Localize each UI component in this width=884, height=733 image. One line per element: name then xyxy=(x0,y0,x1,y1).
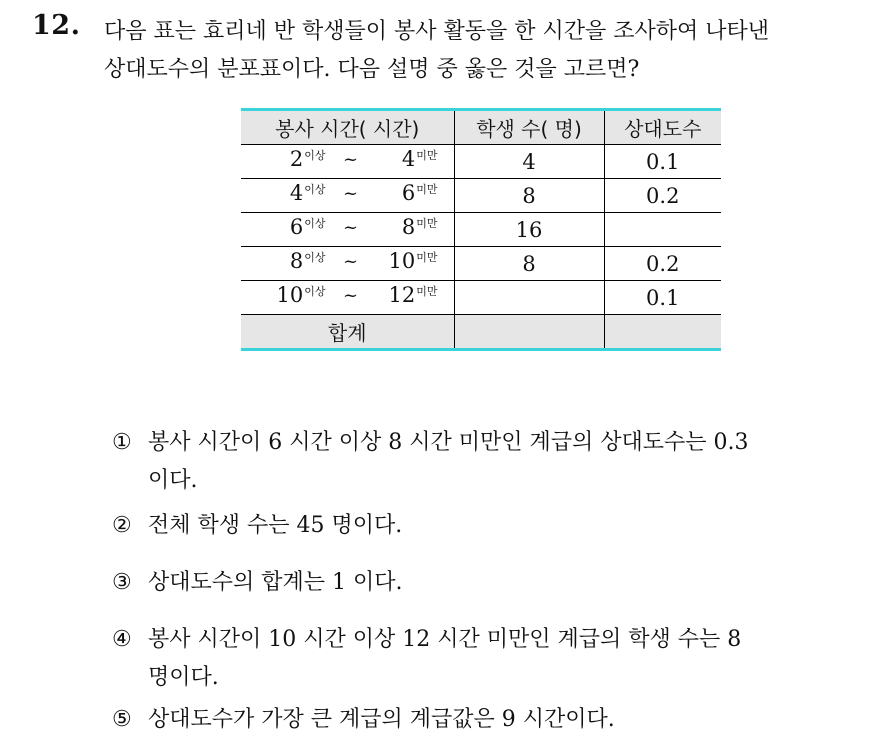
relative-frequency-cell: 0.1 xyxy=(604,281,721,315)
question-number: 12. xyxy=(32,10,81,41)
class-interval xyxy=(241,213,454,247)
class-interval xyxy=(241,145,454,179)
upper-suffix: 미만 xyxy=(416,285,438,298)
class-interval xyxy=(241,281,454,315)
interval-lower: 6 xyxy=(289,215,304,239)
option-4-marker: ④ xyxy=(112,627,132,652)
upper-suffix: 미만 xyxy=(416,251,438,264)
upper-suffix: 미만 xyxy=(416,217,438,230)
header-student-count: 학생 수( 명) xyxy=(454,110,604,145)
lower-suffix: 이상 xyxy=(304,149,326,162)
tilde: ~ xyxy=(343,251,359,272)
relative-frequency-cell xyxy=(604,213,721,247)
interval-lower: 8 xyxy=(289,249,304,273)
lower-suffix: 이상 xyxy=(304,217,326,230)
class-interval xyxy=(241,247,454,281)
relative-frequency-cell: 0.2 xyxy=(604,247,721,281)
tilde: ~ xyxy=(343,285,359,306)
header-relative-frequency: 상대도수 xyxy=(604,110,721,145)
option-1-text: 봉사 시간이 6 시간 이상 8 시간 미만인 계급의 상대도수는 0.3 xyxy=(148,430,749,455)
relative-frequency-table xyxy=(241,108,721,351)
interval-lower: 4 xyxy=(289,181,304,205)
option-5[interactable] xyxy=(112,702,615,733)
upper-suffix: 미만 xyxy=(416,183,438,196)
lower-suffix: 이상 xyxy=(304,285,326,298)
relative-frequency-cell: 0.2 xyxy=(604,179,721,213)
total-relative-frequency-cell xyxy=(604,315,721,350)
option-4-continuation: 명이다. xyxy=(148,665,219,690)
option-5-text: 상대도수가 가장 큰 계급의 계급값은 9 시간이다. xyxy=(148,707,615,732)
interval-lower: 2 xyxy=(289,147,304,171)
option-3-marker: ③ xyxy=(112,570,132,595)
interval-upper: 12 xyxy=(388,283,416,307)
option-1-continuation: 이다. xyxy=(148,468,198,493)
table-row xyxy=(241,247,721,281)
interval-upper: 4 xyxy=(401,147,416,171)
table-row xyxy=(241,179,721,213)
tilde: ~ xyxy=(343,183,359,204)
class-interval xyxy=(241,179,454,213)
interval-lower: 10 xyxy=(276,283,304,307)
table-row xyxy=(241,213,721,247)
total-count-cell xyxy=(454,315,604,350)
option-3[interactable] xyxy=(112,565,403,596)
total-label: 합계 xyxy=(241,315,454,350)
question-text-line-2: 상대도수의 분포표이다. 다음 설명 중 옳은 것을 고르면? xyxy=(104,57,640,82)
table-row xyxy=(241,145,721,179)
table-header-row xyxy=(241,110,721,145)
interval-upper: 6 xyxy=(401,181,416,205)
option-4[interactable] xyxy=(112,622,741,653)
table-row xyxy=(241,281,721,315)
student-count-cell xyxy=(454,281,604,315)
interval-upper: 10 xyxy=(388,249,416,273)
tilde: ~ xyxy=(343,149,359,170)
question-text-line-1: 다음 표는 효리네 반 학생들이 봉사 활동을 한 시간을 조사하여 나타낸 xyxy=(104,19,769,44)
option-2-marker: ② xyxy=(112,513,132,538)
student-count-cell: 16 xyxy=(454,213,604,247)
option-5-marker: ⑤ xyxy=(112,707,132,732)
option-4-text: 봉사 시간이 10 시간 이상 12 시간 미만인 계급의 학생 수는 8 xyxy=(148,627,742,652)
student-count-cell: 8 xyxy=(454,247,604,281)
option-2[interactable] xyxy=(112,508,402,539)
interval-upper: 8 xyxy=(401,215,416,239)
header-service-time: 봉사 시간( 시간) xyxy=(241,110,454,145)
upper-suffix: 미만 xyxy=(416,149,438,162)
student-count-cell: 4 xyxy=(454,145,604,179)
student-count-cell: 8 xyxy=(454,179,604,213)
relative-frequency-cell: 0.1 xyxy=(604,145,721,179)
option-1[interactable] xyxy=(112,425,748,456)
option-2-text: 전체 학생 수는 45 명이다. xyxy=(148,513,403,538)
option-1-marker: ① xyxy=(112,430,132,455)
tilde: ~ xyxy=(343,217,359,238)
lower-suffix: 이상 xyxy=(304,251,326,264)
table-total-row xyxy=(241,315,721,350)
lower-suffix: 이상 xyxy=(304,183,326,196)
option-3-text: 상대도수의 합계는 1 이다. xyxy=(148,570,403,595)
